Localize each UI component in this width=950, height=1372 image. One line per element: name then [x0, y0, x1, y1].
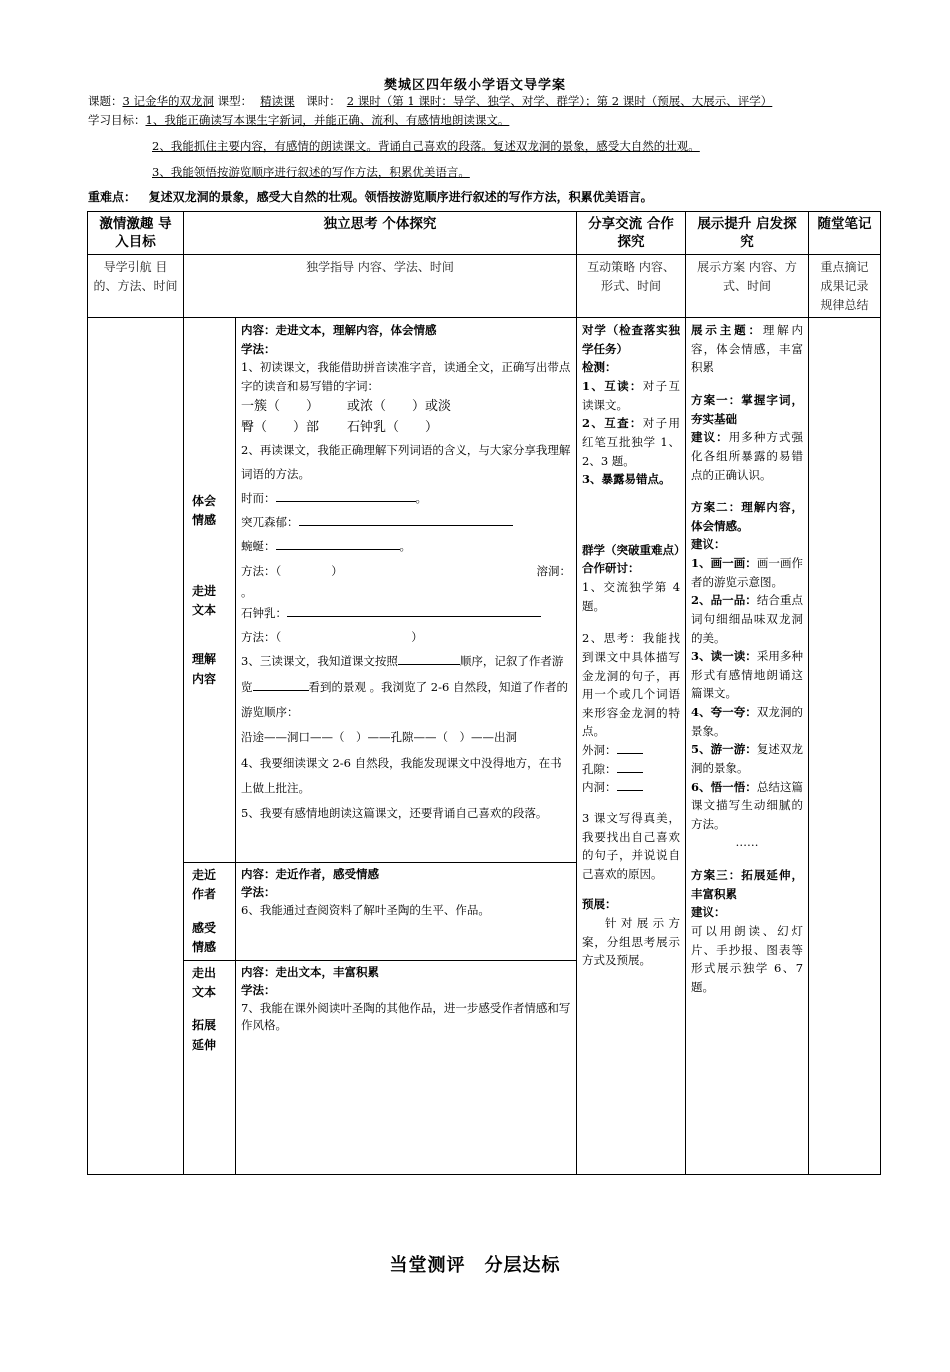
group-task-2: 2、思考：我能找到课文中具体描写金龙洞的句子，再用一个或几个词语来形容金龙洞的特点。	[582, 631, 681, 739]
lesson-type: 精读课	[260, 94, 295, 108]
question-4: 4、我要细读课文 2-6 自然段，我能发现课文中没得地方，在书上做上批注。	[241, 755, 562, 795]
section-3-method: 学法：	[241, 982, 276, 997]
activity-5: 5、游一游：复述双龙洞的景象。	[691, 742, 804, 775]
subheader-show: 展示方案 内容、方式、时间	[686, 255, 809, 318]
lesson-name: 3 记金华的双龙洞	[122, 94, 214, 108]
activity-6: 6、悟一悟：总结这篇课文描写生动细腻的方法。	[691, 779, 804, 831]
goal-item-3: 3、我能领悟按游览顺序进行叙述的写作方法，积累优美语言。	[152, 165, 470, 179]
plan-3-title: 方案三：拓展延伸，丰富积累	[691, 868, 804, 901]
key-points-text: 复述双龙洞的景象，感受大自然的壮观。领悟按游览顺序进行叙述的写作方法，积累优美语言。	[148, 190, 653, 204]
subheader-share: 互动策略 内容、形式、时间	[577, 255, 686, 318]
key-points-label: 重难点：	[88, 190, 137, 204]
activity-3: 3、读一读：采用多种形式有感情地朗诵这篇课文。	[691, 649, 804, 701]
question-5: 5、我要有感情地朗读这篇课文，还要背诵自己喜欢的段落。	[241, 806, 548, 821]
header-notes: 随堂笔记	[809, 212, 881, 255]
goal-line-3	[152, 164, 470, 180]
question-2: 2、再读课文，我能正确理解下列词语的含义，与大家分享我理解词语的方法。	[241, 442, 571, 481]
question-7: 7、我能在课外阅读叶圣陶的其他作品，进一步感受作者情感和写作风格。	[241, 1000, 571, 1033]
goal-item-2: 2、我能抓住主要内容，有感情的朗读课文。背诵自己喜欢的段落。复述双龙洞的景象，感受大自然的壮观。	[152, 139, 700, 153]
document-title: 樊城区四年级小学语文导学案	[383, 78, 566, 93]
subheader-notes: 重点摘记 成果记录 规律总结	[809, 255, 881, 318]
group-task-1: 1、交流独学第 4 题。	[582, 580, 681, 613]
share-cell	[577, 318, 686, 1175]
study-plan-table	[87, 211, 881, 1175]
question-1: 1、初读课文，我能借助拼音读准字音，读通全文，正确写出带点字的读音和易写错的字词：	[241, 360, 571, 394]
lesson-label: 课题：	[88, 94, 123, 108]
word-2: 突兀森郁：	[241, 510, 571, 534]
notes-cell	[809, 318, 881, 1175]
goal-line-2	[152, 138, 700, 154]
show-cell	[686, 318, 809, 1175]
show-theme: 展示主题：理解内容，体会情感，丰富积累	[691, 323, 804, 375]
subheader-row	[88, 255, 881, 318]
goal-item-1: 1、我能正确读写本课生字新词，并能正确、流利、有感情地朗读课文。	[145, 113, 510, 127]
key-points	[88, 188, 653, 205]
header-show: 展示提升 启发探究	[686, 212, 809, 255]
fill-gap: 孔隙：	[582, 760, 680, 779]
plan-1-title: 方案一：掌握字词，夯实基础	[691, 393, 804, 426]
period-mark: 。	[241, 584, 253, 599]
section-3-title: 内容：走出文本，丰富积累	[241, 964, 379, 979]
lesson-hours: 2 课时（第 1 课时：导学、独学、对学、群学）；第 2 课时（预展、大展示、评学）	[346, 94, 773, 108]
question-3: 3、三读课文，我知道课文按照 顺序，记叙了作者游览 看到的景观 。我浏览了 2-6 自然段，知道了作者的游览顺序：	[241, 654, 568, 719]
lesson-hours-label: 课时：	[306, 94, 341, 108]
activity-4: 4、夸一夸：双龙洞的景象。	[691, 705, 804, 738]
group-task-3: 3 课文写得真美，我要找出自己喜欢的句子，并说说自己喜欢的原因。	[582, 810, 681, 881]
method-line-1: 方法：（ ） 溶洞：	[241, 563, 572, 578]
header-row	[88, 212, 881, 255]
side-label-1: 体会 情感 走进 文本 理解 内容	[184, 318, 236, 863]
side-label-3: 走出 文本 拓展 延伸	[184, 960, 236, 1174]
subheader-intro: 导学引航 目的、方法、时间	[88, 255, 184, 318]
preview-body: 针对展示方案，分组思考展示方式及预展。	[582, 916, 681, 968]
method-line-2: 方法：（ ）	[241, 630, 423, 645]
words-row-1: 一簇（ ） 或浓（ ）或淡	[241, 398, 452, 414]
plan-1-suggestion: 建议：用多种方式强化各组所暴露的易错点的正确认识。	[691, 430, 804, 482]
route-line: 沿途——洞口——（ ）——孔隙——（ ）——出洞	[241, 730, 517, 745]
check-1: 1、互读：对子互读课文。	[582, 379, 681, 412]
fill-outer-cave: 外洞：	[582, 741, 680, 760]
plan-3-suggestion: 可以用朗读、幻灯片、手抄报、图表等形式展示独学 6、7 题。	[691, 923, 804, 994]
coop-label: 合作研讨：	[582, 561, 640, 576]
word-5: 石钟乳：	[241, 601, 571, 625]
goals-label: 学习目标：	[88, 113, 146, 127]
section-1-method: 学法：	[241, 341, 276, 356]
lesson-type-label: 课型：	[217, 94, 253, 108]
header-intro: 激情激趣 导入目标	[88, 212, 184, 255]
plan-3-suggestion-label: 建议：	[691, 905, 726, 920]
plan-2-title: 方案二：理解内容，体会情感。	[691, 500, 804, 533]
check-3: 3、暴露易错点。	[582, 472, 671, 487]
section-2-method: 学法：	[241, 885, 276, 900]
intro-cell	[88, 318, 184, 1175]
ellipsis: ……	[735, 835, 759, 850]
section-2-title: 内容：走近作者，感受情感	[241, 867, 379, 882]
lesson-info-line	[88, 93, 802, 109]
subheader-independent: 独学指导 内容、学法、时间	[184, 255, 577, 318]
preview-title: 预展：	[582, 897, 617, 912]
side-label-2: 走近 作者 感受 情感	[184, 863, 236, 961]
pair-study-title: 对学（检查落实独学任务）	[582, 323, 681, 356]
header-independent: 独立思考 个体探究	[184, 212, 577, 255]
question-6: 6、我能通过查阅资料了解叶圣陶的生平、作品。	[241, 902, 490, 917]
section-1-row	[88, 318, 881, 863]
plan-2-suggestion: 建议：	[691, 537, 726, 552]
header-share: 分享交流 合作探究	[577, 212, 686, 255]
section-2-content	[236, 863, 577, 961]
fill-inner-cave: 内洞：	[582, 778, 680, 797]
word-1: 时而： 。	[241, 491, 427, 506]
word-3: 蜿蜒： 。	[241, 539, 411, 554]
section-1-content	[236, 318, 577, 863]
activity-1: 1、画一画：画一画作者的游览示意图。	[691, 556, 804, 589]
group-study-title: 群学（突破重难点）	[582, 542, 686, 557]
activity-2: 2、品一品：结合重点词句细细品味双龙洞的美。	[691, 593, 804, 645]
section-3-content	[236, 960, 577, 1174]
section-1-title: 内容：走进文本，理解内容，体会情感	[241, 323, 437, 338]
words-row-2: 臀（ ）部 石钟乳（ ）	[241, 419, 439, 435]
assessment-heading: 当堂测评 分层达标	[389, 1255, 561, 1276]
goal-line-1	[88, 112, 509, 128]
check-label: 检测：	[582, 360, 617, 375]
check-2: 2、互查：对子用红笔互批独学 1、2、3 题。	[582, 416, 681, 468]
